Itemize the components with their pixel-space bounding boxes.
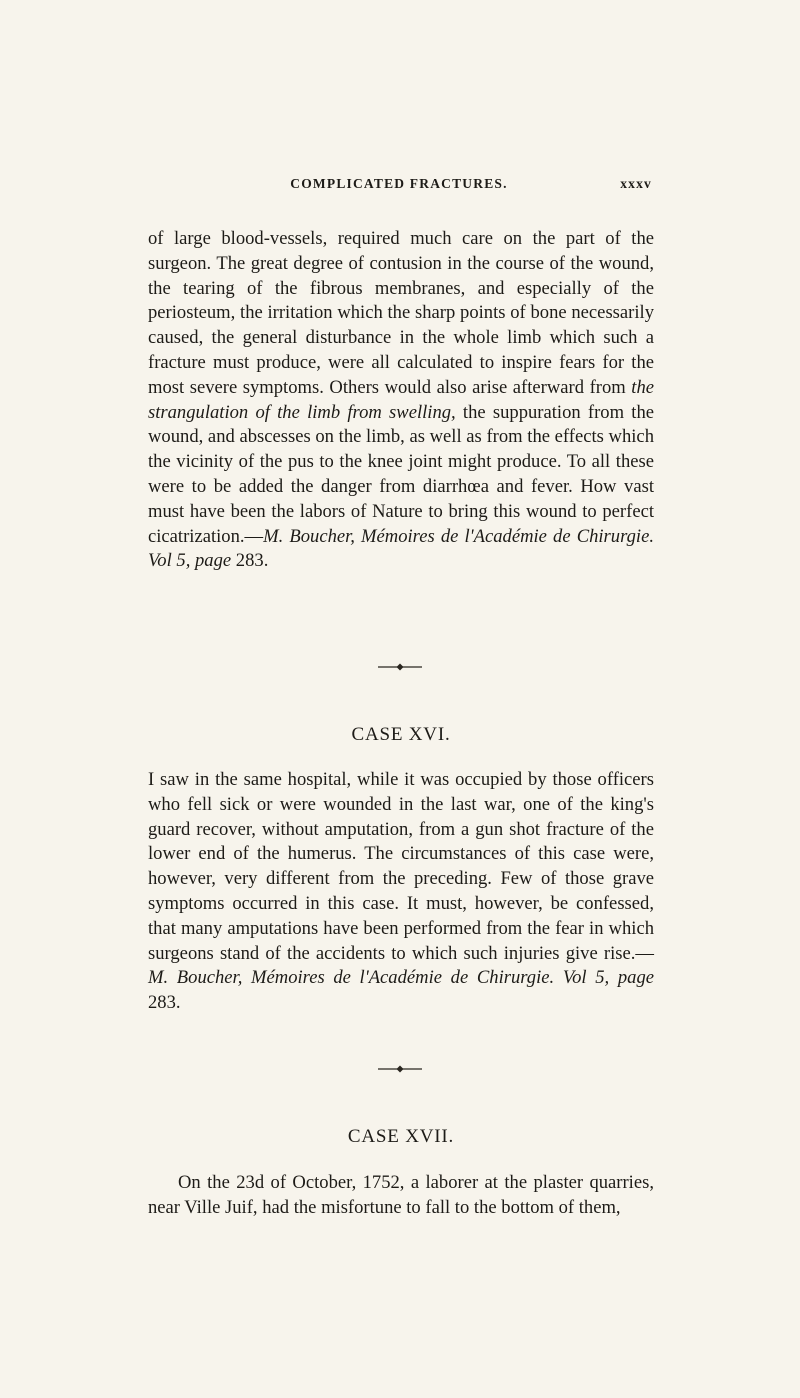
citation-page: 283. — [148, 992, 181, 1014]
section-divider — [370, 663, 430, 671]
paragraph-body — [148, 768, 654, 1016]
diamond-rule-icon — [370, 1065, 430, 1073]
citation-page: 283. — [231, 550, 269, 572]
paragraph-text-a: of large blood-vessels, required much care on the part of the surgeon. The great degree of contusion in the course of the wound, the tearing of the fibrous membranes, and especially of the periosteum, the irritation which the sharp points of bone necessarily caused, the general disturbance in the whole limb which such a fracture must produce, were all calculated to inspire fears for the most severe symptoms. Others would also arise afterward from — [148, 228, 654, 398]
running-head-title: COMPLICATED FRACTURES. — [290, 176, 508, 191]
paragraph-body — [148, 227, 654, 574]
paragraph-text-b: the suppuration from the wound, and abscesses on the limb, as well as from the effects which the vicinity of the pus to the knee joint might produce. To all these were to be added the danger from diarrhœa and fever. How vast must have been the labors of Nature to bring this wound to perfect cicatrization.— — [148, 401, 654, 547]
case-paragraph — [148, 768, 654, 1016]
paragraph-text: On the 23d of October, 1752, a laborer at the plaster quarries, near Ville Juif, had the misfortune to fall to the bottom of them, — [148, 1172, 654, 1218]
paragraph-continued — [148, 227, 654, 574]
diamond-rule-icon — [370, 663, 430, 671]
paragraph-body — [148, 1171, 654, 1221]
paragraph-text: I saw in the same hospital, while it was occupied by those officers who fell sick or were wounded in the last war, one of the king's guard recover, without amputation, from a gun shot fracture of the lower end of the humerus. The circumstances of this case were, however, very different from the preceding. Few of those grave symptoms occurred in this case. It must, however, be confessed, that many amputations have been performed from the fear in which surgeons stand of the accidents to which such injuries give rise.— — [148, 769, 654, 964]
page-number: xxxv — [620, 176, 652, 191]
citation: M. Boucher, Mémoires de l'Académie de Chirurgie. Vol 5, page — [148, 967, 654, 989]
case-paragraph — [148, 1171, 654, 1221]
running-head — [148, 176, 650, 196]
citation: M. Boucher, Mémoires de l'Académie de Chirurgie. Vol 5, page — [148, 525, 654, 572]
section-divider — [370, 1065, 430, 1073]
case-heading: CASE XVI. — [351, 724, 451, 745]
case-heading: CASE XVII. — [347, 1126, 455, 1147]
paragraph-italic-phrase: the strangulation of the limb from swelling, — [148, 376, 654, 423]
